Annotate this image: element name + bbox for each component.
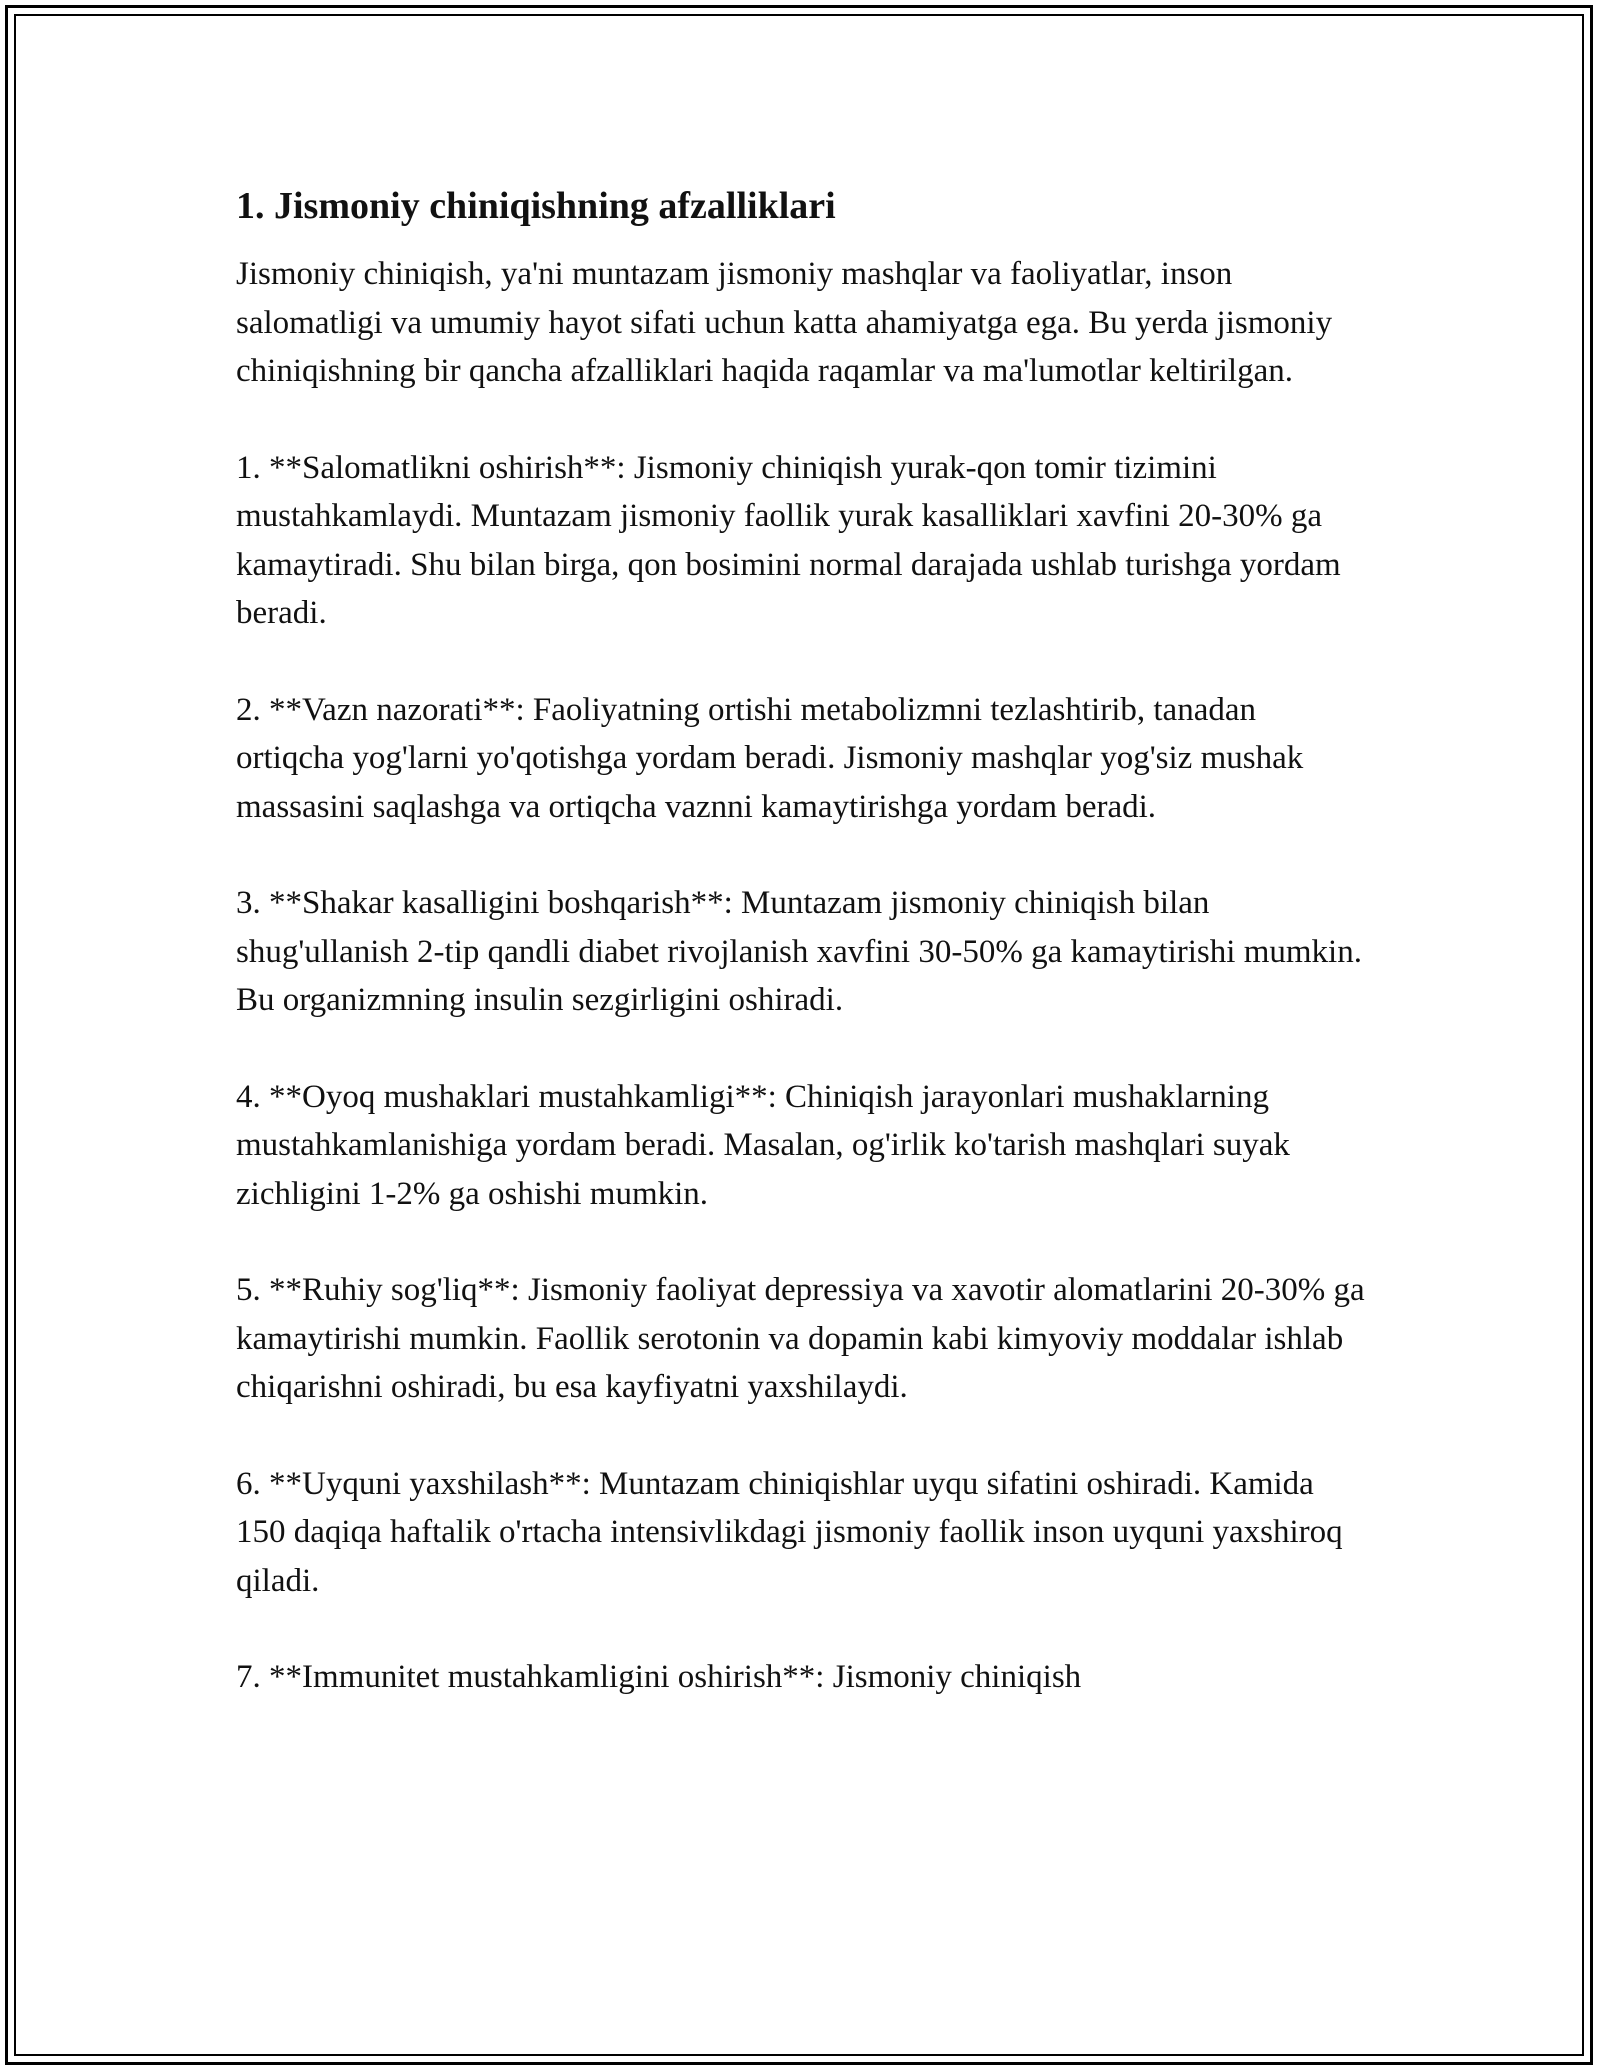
document-body bbox=[236, 182, 1366, 1750]
list-item-3: 3. **Shakar kasalligini boshqarish**: Muntazam jismoniy chiniqish bilan shug'ullanish 2-tip qandli diabet rivojlanish xavfini 30-50% ga kamaytirishi mumkin. Bu organizmning insulin sezgirligini oshiradi. bbox=[236, 885, 1362, 1018]
list-item-4: 4. **Oyoq mushaklari mustahkamligi**: Chiniqish jarayonlari mushaklarning mustahkamlanishiga yordam beradi. Masalan, og'irlik ko'tarish mashqlari suyak zichligini 1-2% ga oshishi mumkin. bbox=[236, 1078, 1290, 1212]
list-item-5: 5. **Ruhiy sog'liq**: Jismoniy faoliyat depressiya va xavotir alomatlarini 20-30% ga kamaytirishi mumkin. Faollik serotonin va dopamin kabi kimyoviy moddalar ishlab chiqarishni oshiradi, bu esa kayfiyatni yaxshilaydi. bbox=[236, 1272, 1365, 1405]
list-item-1: 1. **Salomatlikni oshirish**: Jismoniy chiniqish yurak-qon tomir tizimini mustahkamlaydi. Muntazam jismoniy faollik yurak kasalliklari xavfini 20-30% ga kamaytiradi. Shu bilan birga, qon bosimini normal darajada ushlab turishga yordam beradi. bbox=[236, 449, 1341, 631]
document-title: 1. Jismoniy chiniqishning afzalliklari bbox=[236, 185, 836, 227]
list-item-2: 2. **Vazn nazorati**: Faoliyatning ortishi metabolizmni tezlashtirib, tanadan ortiqcha yog'larni yo'qotishga yordam beradi. Jismoniy mashqlar yog'siz mushak massasini saqlashga va ortiqcha vaznni kamaytirishga yordam beradi. bbox=[236, 691, 1304, 825]
intro-paragraph: Jismoniy chiniqish, ya'ni muntazam jismoniy mashqlar va faoliyatlar, inson salomatligi va umumiy hayot sifati uchun katta ahamiyatga ega. Bu yerda jismoniy chiniqishning bir qancha afzalliklari haqida raqamlar va ma'lumotlar keltirilgan. bbox=[236, 256, 1333, 389]
list-item-6: 6. **Uyquni yaxshilash**: Muntazam chiniqishlar uyqu sifatini oshiradi. Kamida 150 daqiqa haftalik o'rtacha intensivlikdagi jismoniy faollik inson uyquni yaxshiroq qiladi. bbox=[236, 1465, 1343, 1599]
list-item-7: 7. **Immunitet mustahkamligini oshirish**: Jismoniy chiniqish bbox=[236, 1659, 1082, 1695]
